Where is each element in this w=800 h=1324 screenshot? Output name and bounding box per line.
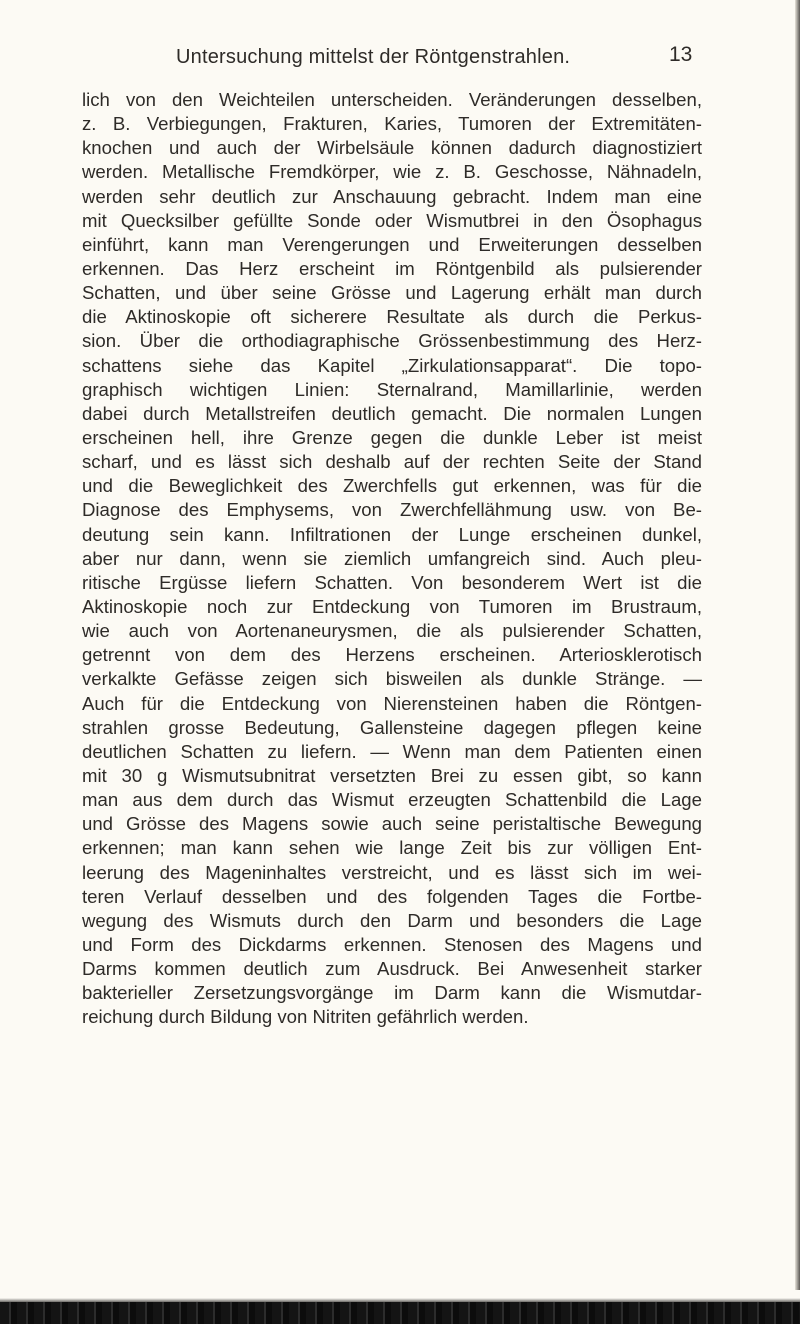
text-line: graphisch wichtigen Linien: Sternalrand, Mamillarlinie, werden [82,378,702,400]
text-line: erkennen. Das Herz erscheint im Röntgenbild als pulsierender [82,257,702,279]
text-line: sion. Über die orthodiagraphische Grössenbestimmung des Herz- [82,330,702,352]
text-line: deutung sein kann. Infiltrationen der Lunge erscheinen dunkel, [82,523,702,545]
text-line: man aus dem durch das Wismut erzeugten Schattenbild die Lage [82,789,702,811]
scan-bottom-edge [0,1302,800,1324]
page-header [0,43,800,80]
text-line: die Aktinoskopie oft sicherere Resultate als durch die Perkus- [82,306,702,328]
text-line: knochen und auch der Wirbelsäule können dadurch diagnostiziert [82,137,702,159]
text-line: scharf, und es lässt sich deshalb auf der rechten Seite der Stand [82,451,702,473]
text-line: z. B. Verbiegungen, Frakturen, Karies, Tumoren der Extremitäten- [82,113,702,135]
text-line: reichung durch Bildung von Nitriten gefährlich werden. [82,1006,529,1028]
text-line: bakterieller Zersetzungsvorgänge im Darm kann die Wismutdar- [82,982,702,1004]
text-line: schattens siehe das Kapitel „Zirkulationsapparat“. Die topo- [82,354,702,376]
text-line: Darms kommen deutlich zum Ausdruck. Bei Anwesenheit starker [82,958,702,980]
text-line: Auch für die Entdeckung von Nierensteinen haben die Röntgen- [82,692,702,714]
body-text [82,88,702,1029]
text-line: teren Verlauf desselben und des folgenden Tages die Fortbe- [82,885,702,907]
text-line: und Grösse des Magens sowie auch seine peristaltische Bewegung [82,813,702,835]
text-line: einführt, kann man Verengerungen und Erweiterungen desselben [82,233,702,255]
text-line: aber nur dann, wenn sie ziemlich umfangreich sind. Auch pleu- [82,547,702,569]
text-line: wegung des Wismuts durch den Darm und besonders die Lage [82,909,702,931]
text-line: werden. Metallische Fremdkörper, wie z. B. Geschosse, Nähnadeln, [82,161,702,183]
text-line: lich von den Weichteilen unterscheiden. Veränderungen desselben, [82,89,702,110]
text-line: deutlichen Schatten zu liefern. — Wenn man dem Patienten einen [82,740,702,762]
text-line: mit 30 g Wismutsubnitrat versetzten Brei zu essen gibt, so kann [82,764,702,786]
text-line: und Form des Dickdarms erkennen. Stenosen des Magens und [82,933,702,955]
running-title: Untersuchung mittelst der Röntgenstrahlen. [176,46,571,68]
text-line: wie auch von Aortenaneurysmen, die als pulsierender Schatten, [82,620,702,642]
text-line: und die Beweglichkeit des Zwerchfells gut erkennen, was für die [82,475,702,497]
text-line: erscheinen hell, ihre Grenze gegen die dunkle Leber ist meist [82,426,702,448]
text-line: erkennen; man kann sehen wie lange Zeit bis zur völligen Ent- [82,837,702,859]
text-line: Aktinoskopie noch zur Entdeckung von Tumoren im Brustraum, [82,595,702,617]
text-line: Diagnose des Emphysems, von Zwerchfellähmung usw. von Be- [82,499,702,521]
text-line: verkalkte Gefässe zeigen sich bisweilen als dunkle Stränge. — [82,668,702,690]
page-edge-shadow [795,0,800,1290]
page-number: 13 [669,43,693,66]
text-line: ritische Ergüsse liefern Schatten. Von besonderem Wert ist die [82,571,702,593]
text-line: dabei durch Metallstreifen deutlich gemacht. Die normalen Lungen [82,402,702,424]
text-line: leerung des Mageninhaltes verstreicht, und es lässt sich im wei- [82,861,702,883]
text-line: getrennt von dem des Herzens erscheinen. Arteriosklerotisch [82,644,702,666]
text-line: Schatten, und über seine Grösse und Lagerung erhält man durch [82,282,702,304]
text-line: werden sehr deutlich zur Anschauung gebracht. Indem man eine [82,185,702,207]
text-line: strahlen grosse Bedeutung, Gallensteine dagegen pflegen keine [82,716,702,738]
text-line: mit Quecksilber gefüllte Sonde oder Wismutbrei in den Ösophagus [82,209,702,231]
